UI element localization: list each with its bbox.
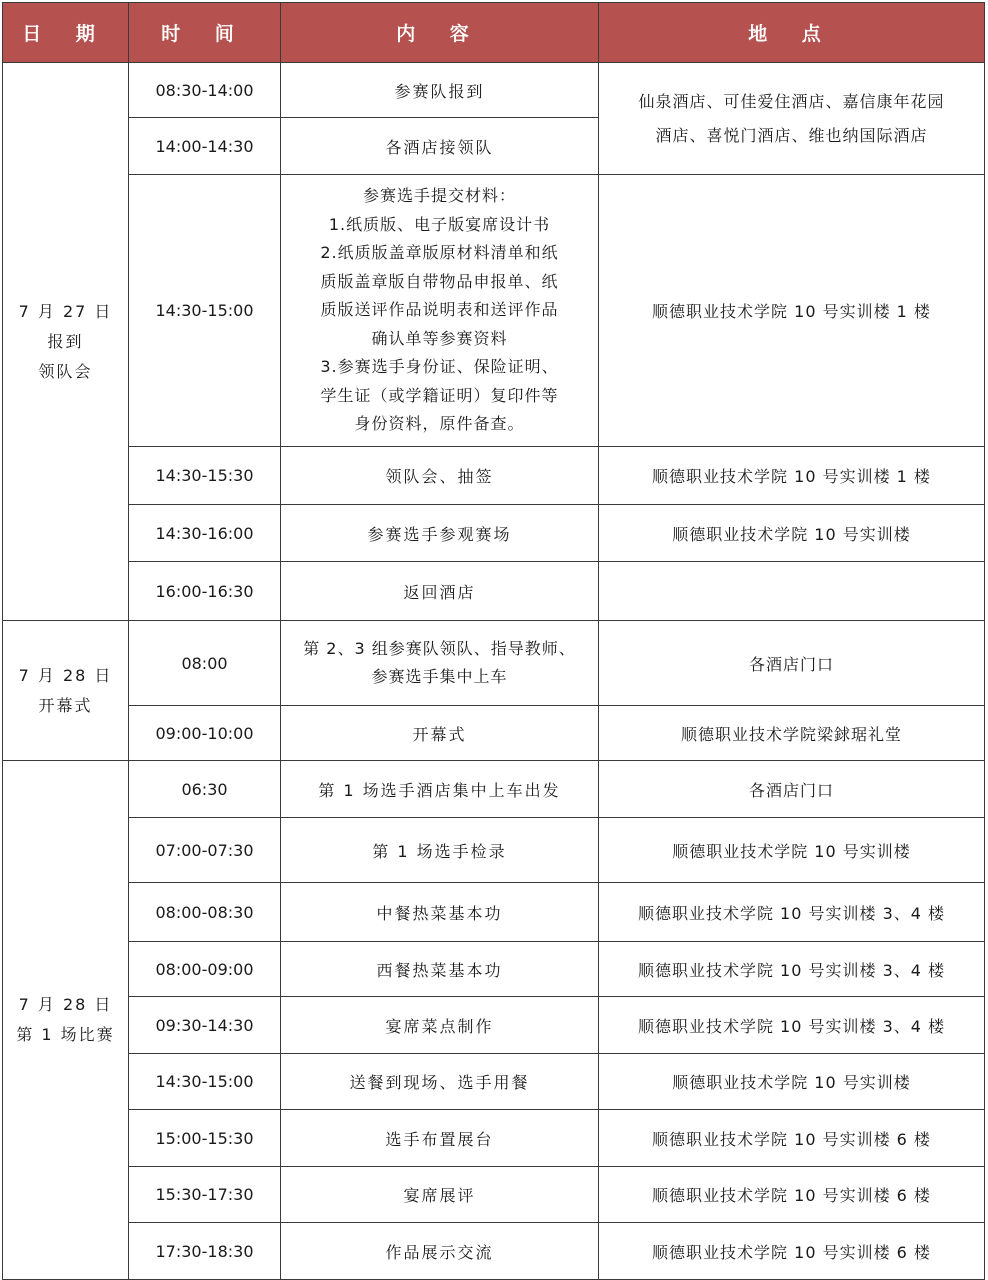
time-cell: 14:30-16:00 [129, 505, 281, 562]
date-line: 领队会 [38, 361, 93, 381]
header-content: 内 容 [281, 3, 599, 63]
table-row [3, 818, 985, 883]
content-cell: 中餐热菜基本功 [281, 883, 599, 942]
location-cell: 顺德职业技术学院 10 号实训楼 6 楼 [599, 1223, 985, 1280]
content-cell: 第 1 场选手检录 [281, 818, 599, 883]
table-row [3, 997, 985, 1054]
location-cell [599, 562, 985, 621]
hotels-location-cell [599, 63, 985, 175]
table-row [3, 562, 985, 621]
content-line: 参赛选手集中上车 [371, 667, 508, 686]
content-cell: 参赛选手参观赛场 [281, 505, 599, 562]
time-cell: 15:30-17:30 [129, 1167, 281, 1223]
location-cell: 顺德职业技术学院 10 号实训楼 [599, 818, 985, 883]
location-cell: 顺德职业技术学院 10 号实训楼 3、4 楼 [599, 997, 985, 1054]
content-cell: 作品展示交流 [281, 1223, 599, 1280]
content-cell: 领队会、抽签 [281, 447, 599, 505]
table-row [3, 621, 985, 706]
time-cell: 07:00-07:30 [129, 818, 281, 883]
content-cell: 西餐热菜基本功 [281, 942, 599, 997]
date-line: 开幕式 [38, 695, 93, 715]
time-cell: 14:30-15:00 [129, 1054, 281, 1110]
table-row [3, 761, 985, 818]
location-cell: 顺德职业技术学院 10 号实训楼 1 楼 [599, 447, 985, 505]
table-row [3, 63, 985, 118]
content-cell [281, 621, 599, 706]
content-line: 学生证（或学籍证明）复印件等 [320, 385, 559, 405]
content-line: 3.参赛选手身份证、保险证明、 [320, 357, 559, 377]
time-cell: 15:00-15:30 [129, 1110, 281, 1167]
table-row [3, 1167, 985, 1223]
time-cell: 14:30-15:30 [129, 447, 281, 505]
location-cell: 顺德职业技术学院 10 号实训楼 [599, 505, 985, 562]
content-line: 2.纸质版盖章版原材料清单和纸 [320, 243, 559, 263]
header-row [3, 3, 985, 63]
date-line: 第 1 场比赛 [16, 1025, 115, 1044]
date-line: 7 月 28 日 [18, 665, 113, 685]
date-cell-jul28-opening [3, 621, 129, 761]
header-location: 地 点 [599, 3, 985, 63]
table-row [3, 1110, 985, 1167]
date-cell-jul27 [3, 63, 129, 621]
header-time: 时 间 [129, 3, 281, 63]
content-cell: 第 1 场选手酒店集中上车出发 [281, 761, 599, 818]
location-cell: 顺德职业技术学院 10 号实训楼 3、4 楼 [599, 942, 985, 997]
date-line: 7 月 27 日 [18, 301, 113, 321]
location-cell: 各酒店门口 [599, 621, 985, 706]
content-line: 确认单等参赛资料 [371, 328, 508, 348]
table-row [3, 447, 985, 505]
time-cell: 14:00-14:30 [129, 118, 281, 175]
time-cell: 09:30-14:30 [129, 997, 281, 1054]
content-cell: 返回酒店 [281, 562, 599, 621]
location-cell: 顺德职业技术学院 10 号实训楼 6 楼 [599, 1110, 985, 1167]
location-cell: 顺德职业技术学院 10 号实训楼 3、4 楼 [599, 883, 985, 942]
date-cell-jul28-competition [3, 761, 129, 1280]
content-line: 身份资料，原件备查。 [354, 414, 525, 434]
date-line: 7 月 28 日 [18, 995, 113, 1014]
location-line: 酒店、喜悦门酒店、维也纳国际酒店 [655, 125, 928, 145]
location-cell: 顺德职业技术学院 10 号实训楼 1 楼 [599, 175, 985, 447]
table-row [3, 883, 985, 942]
time-cell: 08:00-09:00 [129, 942, 281, 997]
time-cell: 08:30-14:00 [129, 63, 281, 118]
schedule-table [2, 2, 985, 1280]
location-cell: 顺德职业技术学院 10 号实训楼 6 楼 [599, 1167, 985, 1223]
content-cell: 开幕式 [281, 706, 599, 761]
content-line: 参赛选手提交材料： [362, 186, 516, 206]
materials-content-cell [281, 175, 599, 447]
content-cell: 参赛队报到 [281, 63, 599, 118]
time-cell: 09:00-10:00 [129, 706, 281, 761]
time-cell: 08:00-08:30 [129, 883, 281, 942]
time-cell: 06:30 [129, 761, 281, 818]
table-row [3, 175, 985, 447]
content-cell: 各酒店接领队 [281, 118, 599, 175]
content-line: 1.纸质版、电子版宴席设计书 [328, 214, 551, 234]
content-line: 质版盖章版自带物品申报单、纸 [320, 271, 559, 291]
table-row [3, 942, 985, 997]
table-row [3, 505, 985, 562]
content-cell: 宴席菜点制作 [281, 997, 599, 1054]
content-line: 质版送评作品说明表和送评作品 [320, 300, 559, 320]
content-cell: 送餐到现场、选手用餐 [281, 1054, 599, 1110]
content-line: 第 2、3 组参赛队领队、指导教师、 [303, 639, 576, 658]
location-cell: 顺德职业技术学院 10 号实训楼 [599, 1054, 985, 1110]
content-cell: 选手布置展台 [281, 1110, 599, 1167]
time-cell: 17:30-18:30 [129, 1223, 281, 1280]
location-line: 仙泉酒店、可佳爱住酒店、嘉信康年花园 [638, 91, 945, 111]
location-cell: 各酒店门口 [599, 761, 985, 818]
time-cell: 14:30-15:00 [129, 175, 281, 447]
table-row [3, 1054, 985, 1110]
table-row [3, 706, 985, 761]
table-row [3, 1223, 985, 1280]
time-cell: 16:00-16:30 [129, 562, 281, 621]
date-line: 报到 [47, 331, 84, 351]
location-cell: 顺德职业技术学院梁銶琚礼堂 [599, 706, 985, 761]
time-cell: 08:00 [129, 621, 281, 706]
content-cell: 宴席展评 [281, 1167, 599, 1223]
header-date: 日 期 [3, 3, 129, 63]
